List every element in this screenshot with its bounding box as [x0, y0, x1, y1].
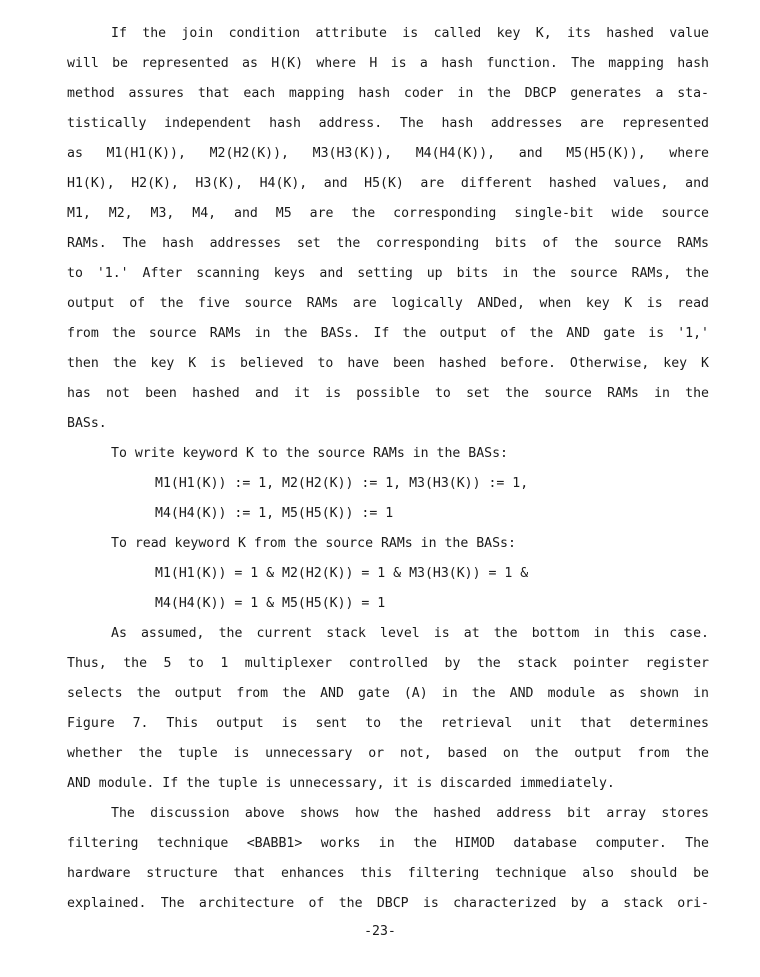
text-line: method assures that each mapping hash coder in the DBCP generates a sta- — [67, 86, 709, 101]
text-line: Thus, the 5 to 1 multiplexer controlled by the stack pointer register — [67, 656, 709, 671]
text-line: RAMs. The hash addresses set the corresponding bits of the source RAMs — [67, 236, 709, 251]
text-line: output of the five source RAMs are logically ANDed, when key K is read — [67, 296, 709, 311]
text-line: explained. The architecture of the DBCP is characterized by a stack ori- — [67, 896, 709, 911]
text-line: selects the output from the AND gate (A) in the AND module as shown in — [67, 686, 709, 701]
read-heading: To read keyword K from the source RAMs in the BASs: — [111, 536, 516, 551]
text-line: from the source RAMs in the BASs. If the output of the AND gate is '1,' — [67, 326, 709, 341]
text-line: will be represented as H(K) where H is a hash function. The mapping hash — [67, 56, 709, 71]
text-line: The discussion above shows how the hashed address bit array stores — [111, 806, 709, 821]
text-line: BASs. — [67, 416, 107, 431]
write-heading: To write keyword K to the source RAMs in the BASs: — [111, 446, 508, 461]
text-line: H1(K), H2(K), H3(K), H4(K), and H5(K) are different hashed values, and — [67, 176, 709, 191]
formula-line: M1(H1(K)) := 1, M2(H2(K)) := 1, M3(H3(K)) := 1, — [155, 476, 529, 491]
text-line: filtering technique <BABB1> works in the HIMOD database computer. The — [67, 836, 709, 851]
text-line: tistically independent hash address. The hash addresses are represented — [67, 116, 709, 131]
text-line: If the join condition attribute is called key K, its hashed value — [111, 26, 709, 41]
text-line: Figure 7. This output is sent to the retrieval unit that determines — [67, 716, 709, 731]
text-line: then the key K is believed to have been hashed before. Otherwise, key K — [67, 356, 709, 371]
text-line: As assumed, the current stack level is at the bottom in this case. — [111, 626, 709, 641]
text-line: to '1.' After scanning keys and setting up bits in the source RAMs, the — [67, 266, 709, 281]
formula-line: M4(H4(K)) := 1, M5(H5(K)) := 1 — [155, 506, 394, 521]
text-line: whether the tuple is unnecessary or not, based on the output from the — [67, 746, 709, 761]
page-number: -23- — [364, 924, 396, 939]
text-line: hardware structure that enhances this filtering technique also should be — [67, 866, 709, 881]
text-line: AND module. If the tuple is unnecessary, it is discarded immediately. — [67, 776, 615, 791]
text-line: has not been hashed and it is possible to set the source RAMs in the — [67, 386, 709, 401]
text-line: M1, M2, M3, M4, and M5 are the corresponding single-bit wide source — [67, 206, 709, 221]
formula-line: M4(H4(K)) = 1 & M5(H5(K)) = 1 — [155, 596, 386, 611]
text-line: as M1(H1(K)), M2(H2(K)), M3(H3(K)), M4(H4(K)), and M5(H5(K)), where — [67, 146, 709, 161]
formula-line: M1(H1(K)) = 1 & M2(H2(K)) = 1 & M3(H3(K)) = 1 & — [155, 566, 529, 581]
